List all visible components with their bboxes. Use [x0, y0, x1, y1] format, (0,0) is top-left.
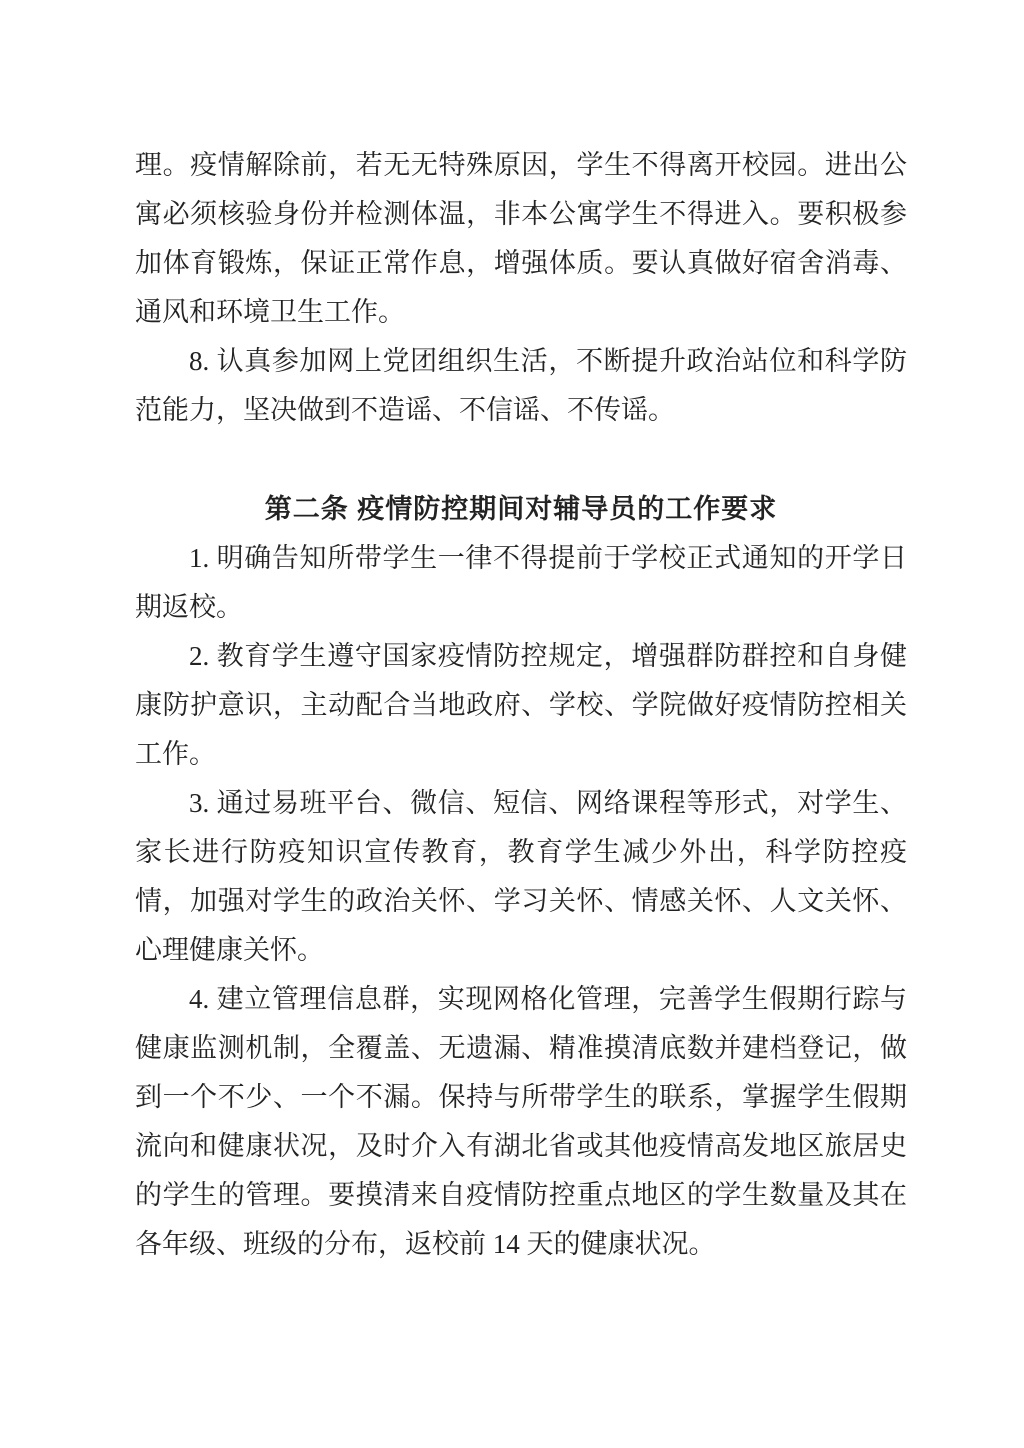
- paragraph-item-1: 1. 明确告知所带学生一律不得提前于学校正式通知的开学日期返校。: [135, 543, 907, 622]
- paragraph-item-2: 2. 教育学生遵守国家疫情防控规定，增强群防群控和自身健康防护意识，主动配合当地政府、学校、学院做好疫情防控相关工作。: [135, 641, 907, 769]
- section-heading-article-2: 第二条 疫情防控期间对辅导员的工作要求: [264, 494, 778, 524]
- paragraph-continuation: 理。疫情解除前，若无无特殊原因，学生不得离开校园。进出公寓必须核验身份并检测体温，非本公寓学生不得进入。要积极参加体育锻炼，保证正常作息，增强体质。要认真做好宿舍消毒、通风和环境卫生工作。: [135, 150, 907, 327]
- paragraph-item-4: 4. 建立管理信息群，实现网格化管理，完善学生假期行踪与健康监测机制，全覆盖、无遗漏、精准摸清底数并建档登记，做到一个不少、一个不漏。保持与所带学生的联系，掌握学生假期流向和健康状况，及时介入有湖北省或其他疫情高发地区旅居史的学生的管理。要摸清来自疫情防控重点地区的学生数量及其在各年级、班级的分布，返校前 14 天的健康状况。: [135, 984, 907, 1259]
- paragraph-item-8: 8. 认真参加网上党团组织生活，不断提升政治站位和科学防范能力，坚决做到不造谣、不信谣、不传谣。: [135, 346, 907, 425]
- paragraph-item-3: 3. 通过易班平台、微信、短信、网络课程等形式，对学生、家长进行防疫知识宣传教育，教育学生减少外出，科学防控疫情，加强对学生的政治关怀、学习关怀、情感关怀、人文关怀、心理健康关怀。: [135, 788, 907, 965]
